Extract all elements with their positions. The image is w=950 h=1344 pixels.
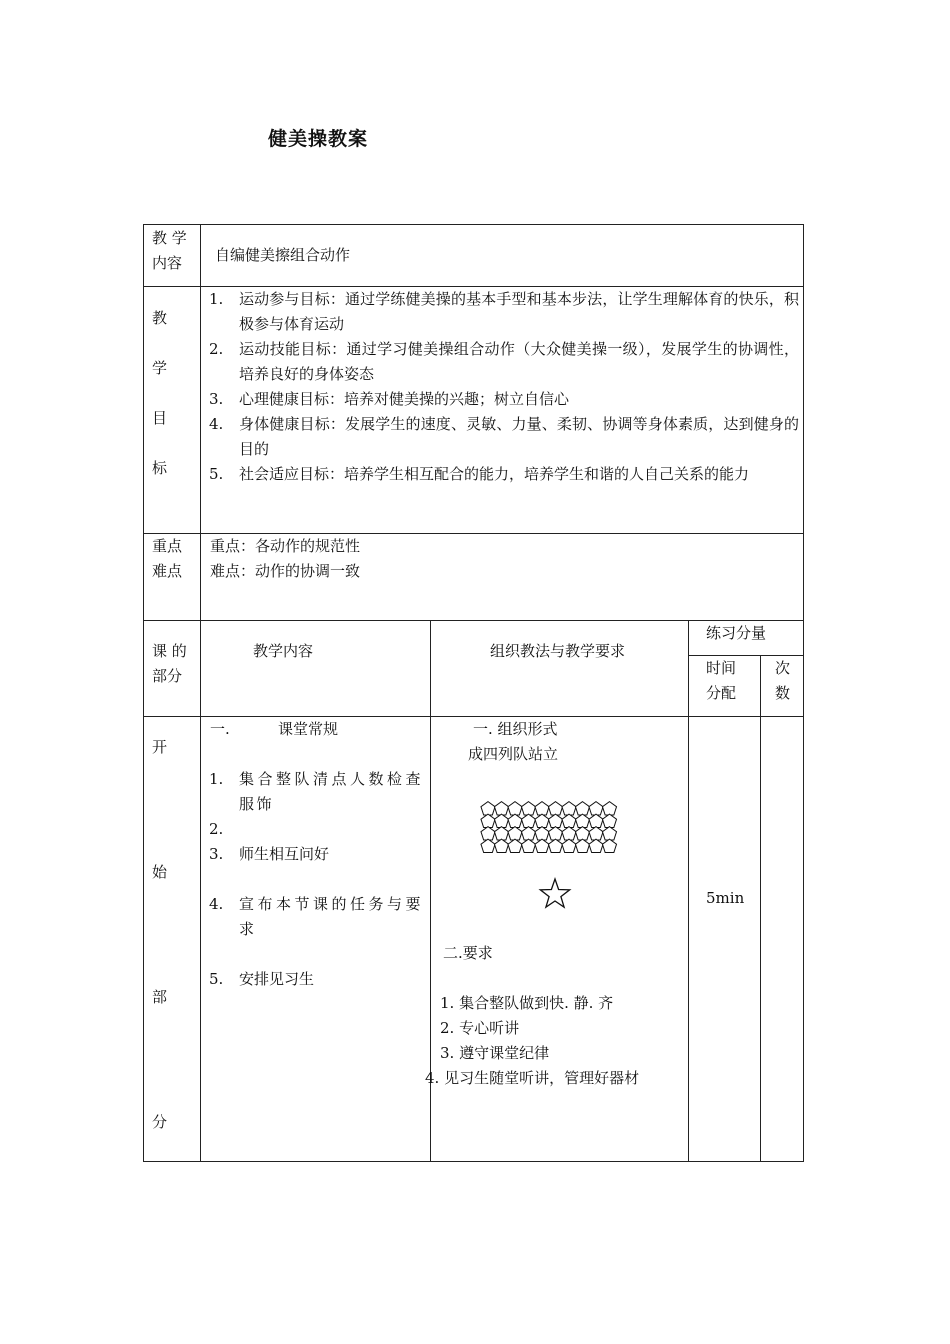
table-border-right	[803, 224, 804, 1162]
organization-heading: 一. 组织形式	[473, 720, 558, 738]
list-item: 2.	[209, 820, 224, 838]
pentagon-icon	[494, 802, 508, 815]
pentagon-icon	[548, 839, 562, 852]
key-row-label: 重点 难点	[152, 537, 183, 580]
pentagon-icon	[508, 839, 522, 852]
pentagon-icon	[602, 827, 616, 840]
pentagon-icon	[494, 839, 508, 852]
method-column-divider	[688, 620, 689, 1162]
pentagon-icon	[562, 827, 576, 840]
pentagon-icon	[575, 814, 589, 827]
pentagon-icon	[562, 802, 576, 815]
practice-header: 练习分量	[706, 624, 767, 642]
pentagon-icon	[602, 839, 616, 852]
time-header: 时间 分配	[706, 659, 737, 702]
row-divider	[143, 620, 804, 621]
list-item: 2. 运动技能目标：通过学习健美操组合动作（大众健美操一级），发展学生的协调性，培养良好的身体姿态	[209, 340, 799, 383]
difficulty-line: 难点：动作的协调一致	[210, 562, 361, 580]
list-item: 5. 社会适应目标：培养学生相互配合的能力，培养学生和谐的人自己关系的能力	[209, 465, 750, 483]
list-item: 4. 宣布本节课的任务与要求	[209, 895, 423, 938]
content-row-value: 自编健美擦组合动作	[215, 246, 351, 264]
pentagon-icon	[521, 814, 535, 827]
start-label-char: 部	[152, 988, 168, 1006]
label-column-divider	[200, 224, 201, 1162]
pentagon-icon	[535, 802, 549, 815]
pentagon-icon	[521, 827, 535, 840]
pentagon-icon	[589, 814, 603, 827]
pentagon-icon	[508, 814, 522, 827]
pentagon-icon	[508, 827, 522, 840]
pentagon-icon	[521, 839, 535, 852]
pentagon-icon	[481, 839, 495, 852]
start-label-char: 始	[152, 863, 168, 881]
requirement-item: 4. 见习生随堂听讲，管理好器材	[425, 1069, 640, 1087]
goals-label-char: 学	[152, 359, 168, 377]
part-header: 课 的 部分	[152, 642, 187, 685]
goals-label-char: 教	[152, 309, 168, 327]
pentagon-icon	[548, 814, 562, 827]
star-icon	[538, 877, 572, 911]
list-item: 3. 心理健康目标：培养对健美操的兴趣；树立自信心	[209, 390, 570, 408]
formation-diagram	[481, 801, 617, 861]
routine-heading: 课堂常规	[278, 720, 339, 738]
content-header: 教学内容	[253, 642, 314, 660]
pentagon-icon	[535, 814, 549, 827]
list-item: 3. 师生相互问好	[209, 845, 330, 863]
pentagon-icon	[494, 827, 508, 840]
pentagon-icon	[589, 802, 603, 815]
table-border-bottom	[143, 1161, 804, 1162]
pentagon-icon	[548, 827, 562, 840]
pentagon-icon	[508, 802, 522, 815]
table-border-left	[143, 224, 144, 1162]
list-item: 4. 身体健康目标：发展学生的速度、灵敏、力量、柔韧、协调等身体素质，达到健身的目的	[209, 415, 799, 458]
requirement-item: 1. 集合整队做到快. 静. 齐	[440, 994, 614, 1012]
time-column-divider	[760, 655, 761, 1162]
start-label-char: 开	[152, 738, 168, 756]
table-border-top	[143, 224, 804, 225]
pentagon-icon	[548, 802, 562, 815]
page-title: 健美操教案	[268, 128, 369, 150]
start-label-char: 分	[152, 1113, 168, 1131]
pentagon-icon	[481, 802, 495, 815]
pentagon-icon	[494, 814, 508, 827]
requirements-heading: 二.要求	[443, 944, 493, 962]
list-item: 5. 安排见习生	[209, 970, 315, 988]
pentagon-icon	[602, 814, 616, 827]
list-item: 1. 运动参与目标：通过学练健美操的基本手型和基本步法，让学生理解体育的快乐，积极参与体育运动	[209, 290, 799, 333]
pentagon-icon	[562, 814, 576, 827]
method-header: 组织教法与教学要求	[490, 642, 626, 660]
key-point-line: 重点：各动作的规范性	[210, 537, 361, 555]
goals-list	[209, 287, 799, 487]
count-header: 次 数	[775, 659, 791, 702]
pentagon-icon	[575, 839, 589, 852]
content-row-label: 教 学 内容	[152, 229, 187, 272]
requirement-item: 2. 专心听讲	[440, 1019, 520, 1037]
list-item: 1. 集合整队清点人数检查服饰	[209, 770, 423, 813]
pentagon-icon	[575, 802, 589, 815]
time-value: 5min	[706, 889, 745, 907]
organization-text: 成四列队站立	[468, 745, 559, 763]
pentagon-icon	[535, 827, 549, 840]
pentagon-icon	[589, 839, 603, 852]
requirement-item: 3. 遵守课堂纪律	[440, 1044, 550, 1062]
pentagon-icon	[535, 839, 549, 852]
routine-heading-number: 一.	[210, 720, 230, 738]
pentagon-icon	[602, 802, 616, 815]
pentagon-icon	[481, 814, 495, 827]
routine-list	[209, 767, 423, 992]
lesson-plan-table	[143, 224, 804, 1162]
pentagon-icon	[481, 827, 495, 840]
goals-label-char: 目	[152, 409, 168, 427]
pentagon-icon	[521, 802, 535, 815]
pentagon-icon	[589, 827, 603, 840]
pentagon-icon	[575, 827, 589, 840]
goals-label-char: 标	[152, 459, 168, 477]
pentagon-icon	[562, 839, 576, 852]
